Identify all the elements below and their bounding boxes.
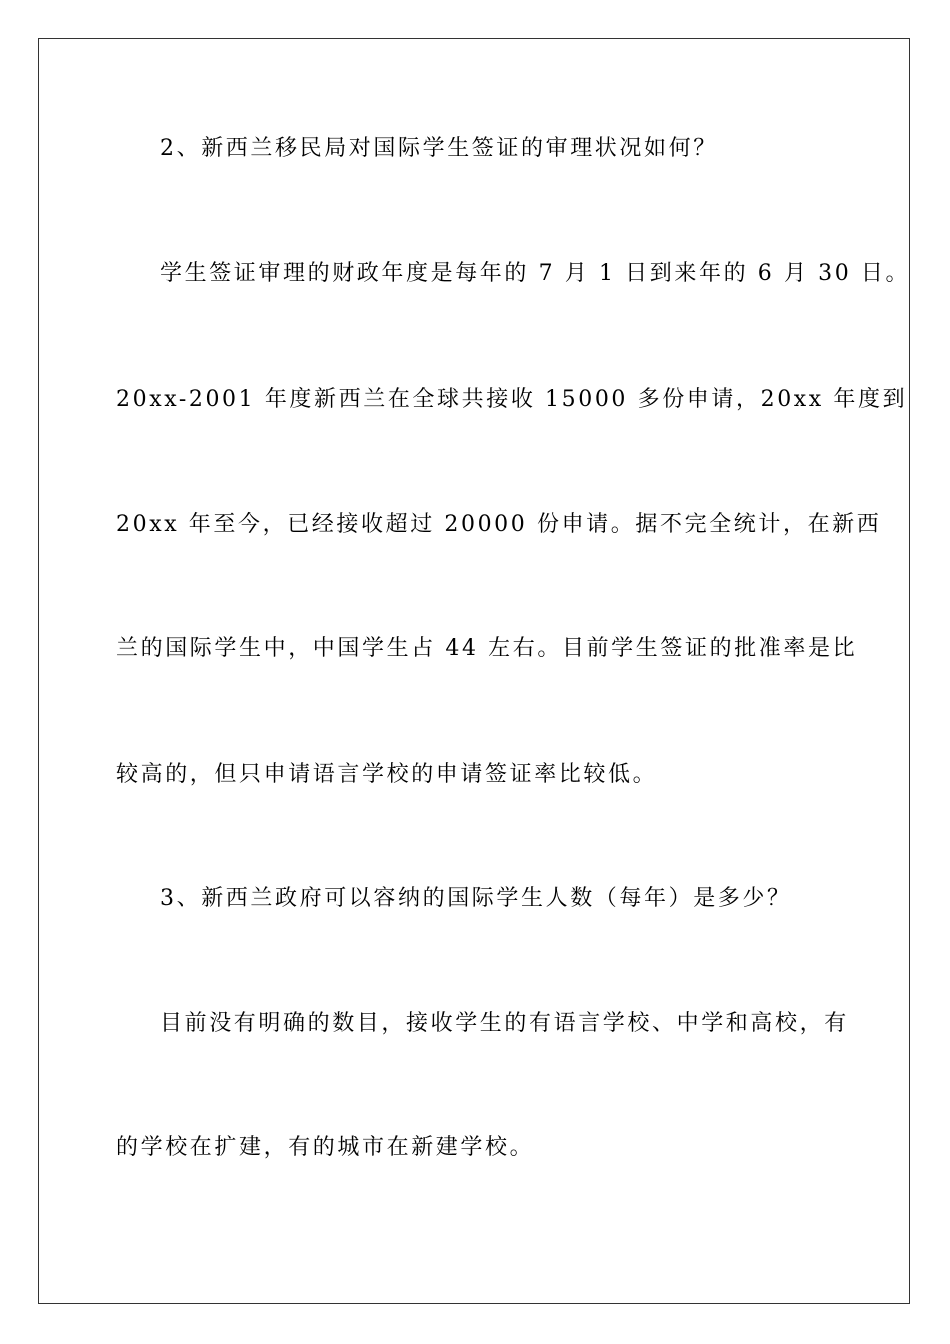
answer-2-line-2: 20xx-2001 年度新西兰在全球共接收 15000 多份申请，20xx 年度到 (116, 387, 908, 412)
question-3-heading: 3、新西兰政府可以容纳的国际学生人数（每年）是多少？ (160, 886, 792, 911)
answer-2-line-1: 学生签证审理的财政年度是每年的 7 月 1 日到来年的 6 月 30 日。 (160, 261, 911, 286)
answer-2-line-5: 较高的，但只申请语言学校的申请签证率比较低。 (116, 762, 658, 787)
page-frame (38, 38, 910, 1304)
question-2-heading: 2、新西兰移民局对国际学生签证的审理状况如何？ (160, 136, 718, 161)
answer-2-line-3: 20xx 年至今，已经接收超过 20000 份申请。据不完全统计，在新西 (116, 512, 882, 537)
answer-2-line-4: 兰的国际学生中，中国学生占 44 左右。目前学生签证的批准率是比 (116, 636, 858, 661)
answer-3-line-1: 目前没有明确的数目，接收学生的有语言学校、中学和高校，有 (160, 1011, 849, 1036)
answer-3-line-2: 的学校在扩建，有的城市在新建学校。 (116, 1135, 535, 1160)
